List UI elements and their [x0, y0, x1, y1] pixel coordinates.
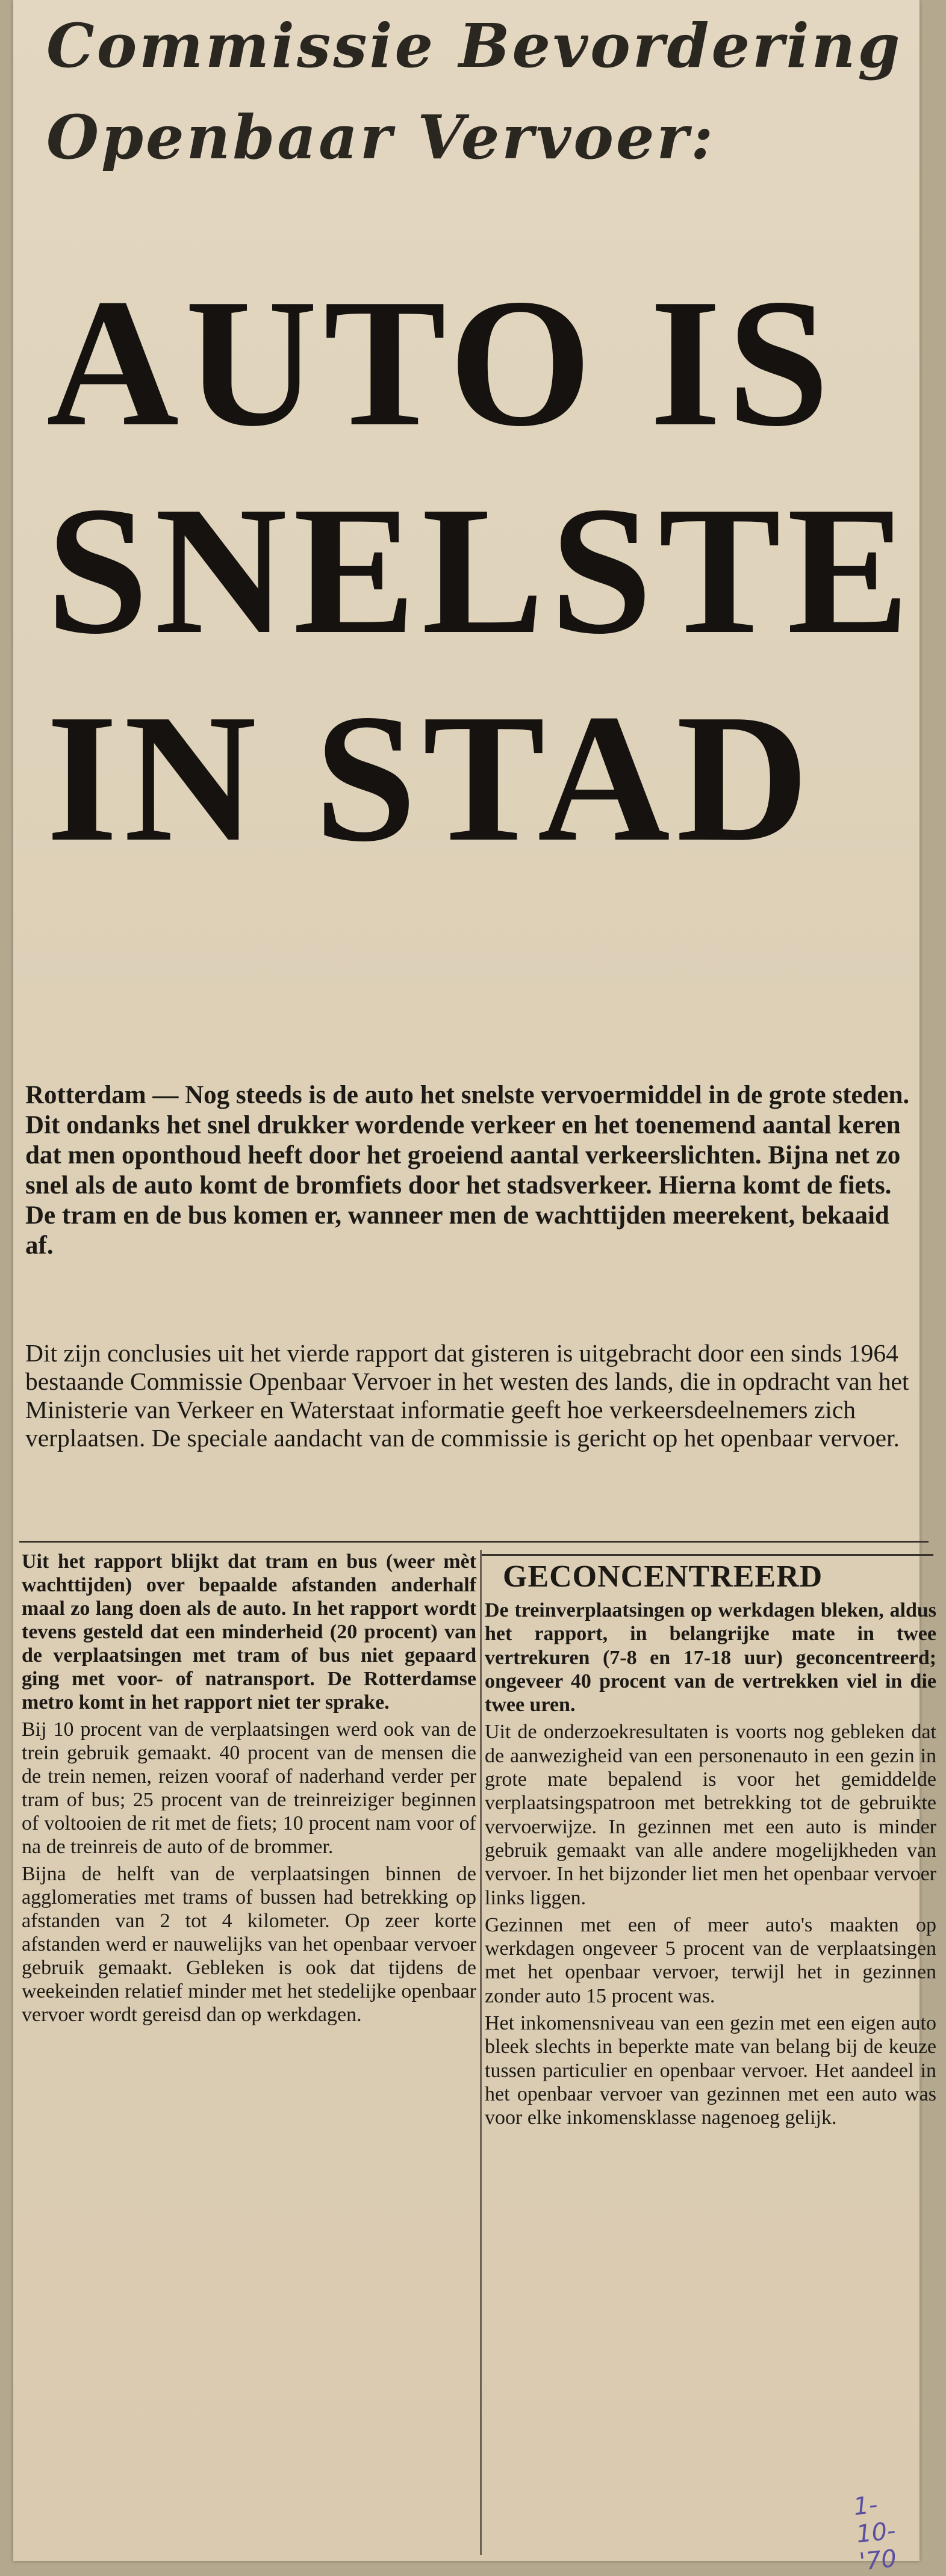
left-paragraph-2: Bij 10 procent van de verplaatsingen werd ook van de trein gebruik gemaakt. 40 procent van de mensen die de trein nemen, reizen vooraf of naderhand verder per tram of bus; 25 procent van de treinreiziger beginnen of voltooien de rit met de fiets; 10 procent nam voor of na de treinreis de auto of de brommer. [22, 1718, 476, 1858]
right-paragraph-4: Het inkomensniveau van een gezin met een eigen auto bleek slechts in beperkte mate van belang bij de keuze tussen particulier en openbaar vervoer. Het aandeel in het openbaar vervoer van gezinnen met een auto was voor elke inkomensklasse nagenoeg gelijk. [485, 2012, 936, 2129]
handwritten-date: 1-10-'70 [852, 2491, 898, 2576]
box-top-rule [482, 1554, 933, 1556]
subheading: GECONCENTREERD [503, 1559, 823, 1594]
intro-paragraph: Dit zijn conclusies uit het vierde rapport dat gisteren is uitgebracht door een sinds 1964 bestaande Commissie Openbaar Vervoer in het westen des lands, die in opdracht van het Ministerie van Verkeer en Waterstaat informatie geeft hoe verkeersdeelnemers zich verplaatsen. De speciale aandacht van de commissie is gericht op het openbaar vervoer. [25, 1339, 909, 1452]
headline-line-2: SNELSTE [46, 468, 916, 672]
kicker-line-1: Commissie Bevordering [46, 10, 903, 81]
column-divider [480, 1550, 482, 2555]
right-paragraph-1: De treinverplaatsingen op werkdagen bleken, aldus het rapport, in belangrijke mate in twee vertrekuren (7-8 en 17-18 uur) geconcentreerd; ongeveer 40 procent van de vertrekken viel in die twee uren. [485, 1599, 936, 1717]
newspaper-clipping [13, 0, 936, 2576]
left-column [22, 1550, 476, 2030]
kicker [46, 0, 902, 183]
right-paragraph-2: Uit de onderzoekresultaten is voorts nog gebleken dat de aanwezigheid van een personenauto in een gezin in grote mate bepalend is voor het gemiddelde verplaatsingspatroon met betrekking tot de gebruikte vervoerwijze. In gezinnen met een auto is minder gebruik gemaakt van alle andere mogelijkheden van vervoer. In het bijzonder liet men het openbaar vervoer links liggen. [485, 1721, 936, 1909]
headline-line-1: AUTO IS [46, 261, 836, 464]
kicker-line-2: Openbaar Vervoer: [46, 102, 716, 173]
headline [46, 259, 915, 882]
lead-paragraph: Rotterdam — Nog steeds is de auto het snelste vervoermiddel in de grote steden. Dit ondanks het snel drukker wordende verkeer en het toenemend aantal keren dat men oponthoud heeft door het groeiend aantal verkeerslichten. Bijna net zo snel als de auto komt de bromfiets door het stadsverkeer. Hierna komt de fiets. De tram en de bus komen er, wanneer men de wachttijden meerekent, bekaaid af. [25, 1081, 910, 1260]
left-paragraph-3: Bijna de helft van de verplaatsingen binnen de agglomeraties met trams of bussen had betrekking op afstanden van 2 tot 4 kilometer. Op zeer korte afstanden werd er nauwelijks van het openbaar vervoer gebruik gemaakt. Gebleken is ook dat tijdens de weekeinden relatief minder met het stedelijke openbaar vervoer wordt gereisd dan op werkdagen. [22, 1863, 476, 2026]
right-column [485, 1559, 936, 2134]
section-divider [19, 1541, 929, 1543]
right-paragraph-3: Gezinnen met een of meer auto's maakten op werkdagen ongeveer 5 procent van de verplaatsingen met het openbaar vervoer, terwijl het in gezinnen zonder auto 15 procent was. [485, 1913, 936, 2007]
left-paragraph-1: Uit het rapport blijkt dat tram en bus (weer mèt wachttijden) over bepaalde afstanden anderhalf maal zo lang doen als de auto. In het rapport wordt tevens gesteld dat een minderheid (20 procent) van de verplaatsingen met tram of bus niet gepaard ging met voor- of natransport. De Rotterdamse metro komt in het rapport niet ter sprake. [22, 1550, 476, 1714]
headline-line-3: IN STAD [46, 676, 815, 879]
